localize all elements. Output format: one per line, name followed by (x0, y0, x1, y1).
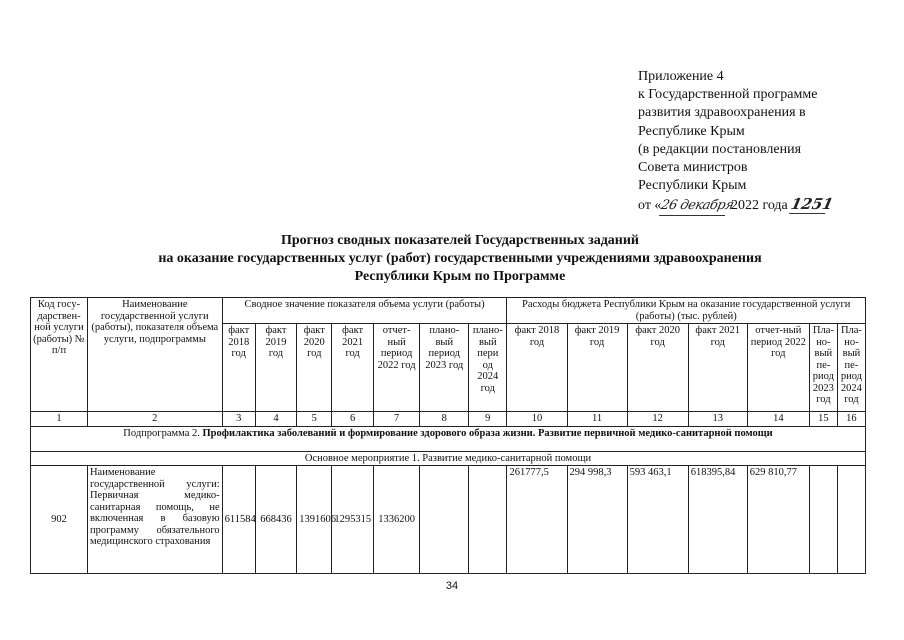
subprogram-title: Профилактика заболеваний и формирование здорового образа жизни. Развитие первичной медико-санитарной помощи (202, 427, 773, 439)
appendix-line: Совета министров (638, 160, 748, 176)
appendix-line: развития здравоохранения в (638, 105, 806, 121)
expense-value: 294 998,3 (567, 466, 627, 574)
appendix-block (638, 68, 888, 217)
volume-value: 1391606 (297, 466, 332, 574)
header-expense-col: отчет-ный период 2022 год (747, 324, 809, 412)
header-volume-col: факт 2019 год (255, 324, 296, 412)
appendix-line: (в редакции постановления (638, 141, 802, 157)
handwritten-number: 1251 (789, 195, 836, 214)
header-volume-col: плано-вый пери од 2024 год (469, 324, 507, 412)
expense-value: 261777,5 (507, 466, 567, 574)
handwritten-date: 26 декабря (659, 197, 729, 216)
header-expense-col: факт 2021 год (688, 324, 747, 412)
title-line-1: Прогноз сводных показателей Государственных заданий (280, 233, 640, 248)
subprogram-cell (31, 426, 866, 451)
title-line-3: Республики Крым по Программе (354, 269, 566, 284)
appendix-line: Республики Крым (638, 178, 747, 194)
column-number-row (31, 412, 866, 427)
column-number: 10 (507, 412, 567, 427)
date-prefix: от « (638, 198, 662, 214)
column-number: 11 (567, 412, 627, 427)
column-number: 12 (627, 412, 688, 427)
subprogram-prefix: Подпрограмма 2. (123, 427, 203, 439)
header-expense-col: факт 2018 год (507, 324, 567, 412)
header-name: Наименование государственной услуги (работы), показателя объема услуги, подпрограммы (87, 298, 222, 412)
expense-value (809, 466, 837, 574)
subprogram-row (31, 426, 866, 451)
service-code: 902 (31, 466, 88, 574)
volume-value (420, 466, 469, 574)
appendix-line: к Государственной программе (638, 87, 818, 103)
column-number: 9 (469, 412, 507, 427)
document-title (100, 232, 820, 286)
column-number: 6 (332, 412, 373, 427)
date-year: 2022 года (730, 198, 788, 214)
header-expense-col: Пла-но-вый пе-риод 2024 год (837, 324, 865, 412)
main-activity-row (31, 451, 866, 466)
column-number: 3 (222, 412, 255, 427)
header-expense-col: Пла-но-вый пе-риод 2023 год (809, 324, 837, 412)
column-number: 7 (373, 412, 420, 427)
appendix-line: Приложение 4 (638, 69, 724, 84)
page-number: 34 (445, 580, 459, 592)
header-expense-col: факт 2019 год (567, 324, 627, 412)
column-number: 13 (688, 412, 747, 427)
column-number: 5 (297, 412, 332, 427)
header-volume-group: Сводное значение показателя объема услуги (работы) (222, 298, 507, 324)
column-number: 16 (837, 412, 865, 427)
header-row-1 (31, 298, 866, 324)
volume-value: 1295315 (332, 466, 373, 574)
column-number: 1 (31, 412, 88, 427)
expense-value: 618395,84 (688, 466, 747, 574)
column-number: 8 (420, 412, 469, 427)
header-volume-col: факт 2021 год (332, 324, 373, 412)
column-number: 14 (747, 412, 809, 427)
header-code: Код госу-дарствен-ной услуги (работы) № п/п (31, 298, 88, 412)
volume-value: 611584 (222, 466, 255, 574)
appendix-line: Республике Крым (638, 123, 745, 139)
column-number: 2 (87, 412, 222, 427)
forecast-table (30, 297, 866, 574)
service-name: Наименование государственной услуги: Первичная медико-санитарная помощь, не включенная в базовую программу обязательного медицинского страхования (87, 466, 222, 574)
header-volume-col: плано-вый период 2023 год (420, 324, 469, 412)
title-line-2: на оказание государственных услуг (работ) государственными учреждениями здравоохранения (158, 251, 762, 266)
column-number: 15 (809, 412, 837, 427)
header-volume-col: факт 2018 год (222, 324, 255, 412)
expense-value: 593 463,1 (627, 466, 688, 574)
volume-value (469, 466, 507, 574)
table-row (31, 466, 866, 574)
resolution-date-line (638, 195, 888, 216)
volume-value: 668436 (255, 466, 296, 574)
expense-value: 629 810,77 (747, 466, 809, 574)
header-expense-group: Расходы бюджета Республики Крым на оказание государственной услуги (работы) (тыс. рублей) (507, 298, 866, 324)
header-volume-col: отчет-ный период 2022 год (373, 324, 420, 412)
volume-value: 1336200 (373, 466, 420, 574)
main-activity-cell: Основное мероприятие 1. Развитие медико-санитарной помощи (31, 451, 866, 466)
header-volume-col: факт 2020 год (297, 324, 332, 412)
header-expense-col: факт 2020 год (627, 324, 688, 412)
expense-value (837, 466, 865, 574)
column-number: 4 (255, 412, 296, 427)
